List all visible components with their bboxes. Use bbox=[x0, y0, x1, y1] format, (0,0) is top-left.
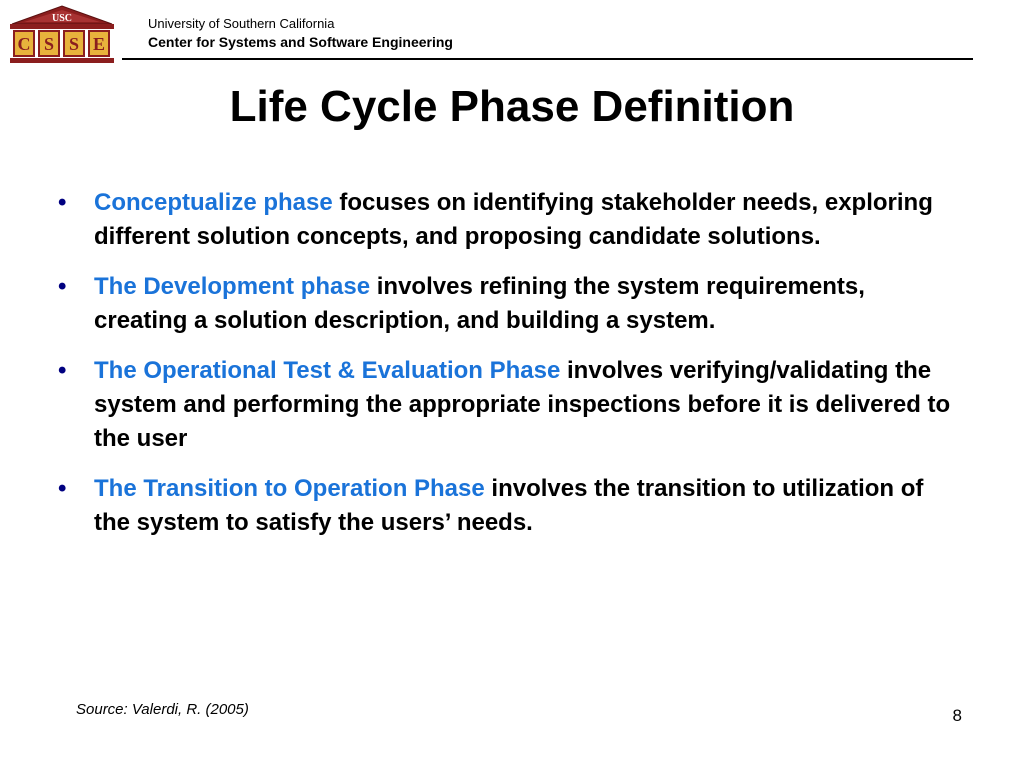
bullet-icon: • bbox=[58, 357, 67, 384]
university-name: University of Southern California bbox=[148, 16, 335, 31]
bullet-item-development bbox=[58, 270, 958, 338]
header-divider bbox=[122, 58, 973, 60]
bullet-list bbox=[58, 186, 958, 556]
page-number: 8 bbox=[952, 706, 962, 725]
logo-letter-3: S bbox=[68, 34, 80, 54]
bullet-icon: • bbox=[58, 189, 67, 216]
bullet-term: The Development phase bbox=[94, 273, 371, 300]
logo-lintel bbox=[10, 24, 114, 29]
header-affiliation bbox=[148, 14, 453, 52]
slide-title: Life Cycle Phase Definition bbox=[229, 82, 795, 131]
bullet-item-conceptualize bbox=[58, 186, 958, 254]
source-citation: Source: Valerdi, R. (2005) bbox=[76, 701, 249, 718]
bullet-text: involves the transition to utilization of the system to satisfy the users’ needs. bbox=[94, 475, 924, 536]
logo-letter-2: S bbox=[43, 34, 55, 54]
logo-top-text: USC bbox=[51, 13, 73, 24]
bullet-item-operational-test bbox=[58, 354, 958, 456]
center-name: Center for Systems and Software Engineering bbox=[148, 34, 453, 50]
bullet-item-transition bbox=[58, 472, 958, 540]
bullet-text: focuses on identifying stakeholder needs, exploring different solution concepts, and proposing candidate solutions. bbox=[94, 189, 933, 250]
logo-base bbox=[10, 58, 114, 63]
bullet-term: Conceptualize phase bbox=[94, 189, 333, 216]
logo-letter-1: C bbox=[17, 34, 31, 54]
bullet-icon: • bbox=[58, 475, 67, 502]
bullet-term: The Transition to Operation Phase bbox=[94, 475, 485, 502]
bullet-term: The Operational Test & Evaluation Phase bbox=[94, 357, 561, 384]
bullet-text: involves verifying/validating the system and performing the appropriate inspections before it is delivered to the user bbox=[94, 357, 951, 452]
logo-letter-4: E bbox=[92, 34, 106, 54]
bullet-icon: • bbox=[58, 273, 67, 300]
bullet-text: involves refining the system requirements, creating a solution description, and building a system. bbox=[94, 273, 865, 334]
usc-csse-logo bbox=[6, 4, 118, 66]
